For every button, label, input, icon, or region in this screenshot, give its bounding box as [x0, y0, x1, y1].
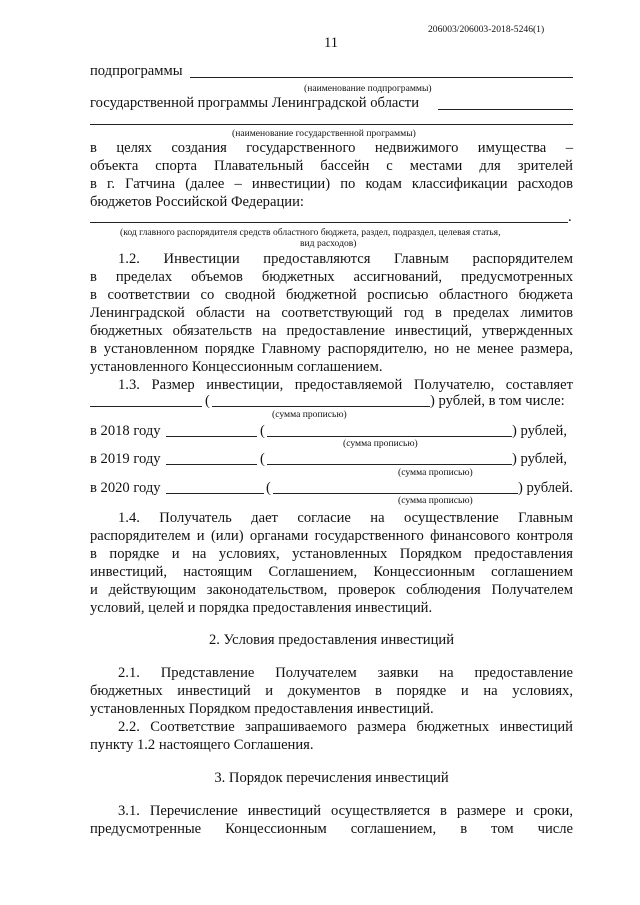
year-2019-words-line — [267, 464, 512, 465]
total-amount-words-line — [212, 406, 430, 407]
year-2019-figure-line — [166, 464, 257, 465]
year-2018-figure-line — [166, 436, 257, 437]
p1-3-intro: 1.3. Размер инвестиции, предоставляемой Получателю, составляет — [118, 377, 573, 393]
p1-4-line-4: инвестиций, настоящим Соглашением, Концессионным соглашением — [90, 564, 573, 580]
p2-1-line-3: установленных Порядком предоставления инвестиций. — [90, 701, 434, 717]
state-program-caption: (наименование государственной программы) — [232, 128, 416, 139]
p1-4-line-5: и действующим законодательством, проверок соблюдения Получателем — [90, 582, 573, 598]
year-2018-suffix: ) рублей, — [512, 423, 567, 439]
p1-4-line-6: условий, целей и порядка предоставления инвестиций. — [90, 600, 433, 616]
total-amount-open-paren: ( — [205, 393, 210, 409]
p2-2-line-2: пункту 1.2 настоящего Соглашения. — [90, 737, 314, 753]
year-2020-caption: (сумма прописью) — [398, 495, 473, 506]
p1-2-line-1: 1.2. Инвестиции предоставляются Главным распорядителем — [118, 251, 573, 267]
year-2019-open-paren: ( — [260, 451, 265, 467]
year-2020-label: в 2020 году — [90, 480, 161, 496]
p1-4-line-1: 1.4. Получатель дает согласие на осуществление Главным — [118, 510, 573, 526]
p3-1-line-2: предусмотренные Концессионным соглашением, в том числе — [90, 821, 573, 837]
year-2020-open-paren: ( — [266, 480, 271, 496]
p1-4-line-3: в порядке и на условиях, установленных Порядком предоставления — [90, 546, 573, 562]
year-2018-words-line — [267, 436, 512, 437]
year-2018-open-paren: ( — [260, 423, 265, 439]
state-program-field-line-2 — [90, 124, 573, 125]
p2-1-line-2: бюджетных инвестиций и документов в порядке и на условиях, — [90, 683, 573, 699]
year-2020-suffix: ) рублей. — [518, 480, 573, 496]
p2-1-line-1: 2.1. Представление Получателем заявки на предоставление — [118, 665, 573, 681]
p1-2-line-4: Ленинградской области на соответствующий год в пределах лимитов — [90, 305, 573, 321]
purpose-line-3: в г. Гатчина (далее – инвестиции) по кодам классификации расходов — [90, 176, 573, 192]
budget-code-caption-1: (код главного распорядителя средств областного бюджета, раздел, подраздел, целевая статья, — [120, 227, 501, 238]
total-amount-figure-line — [90, 406, 202, 407]
year-2018-caption: (сумма прописью) — [343, 438, 418, 449]
budget-code-field-line — [90, 222, 568, 223]
purpose-line-4: бюджетов Российской Федерации: — [90, 194, 304, 210]
subprogram-caption: (наименование подпрограммы) — [304, 83, 432, 94]
document-code: 206003/206003-2018-5246(1) — [428, 24, 545, 35]
year-2020-figure-line — [166, 493, 264, 494]
p2-2-line-1: 2.2. Соответствие запрашиваемого размера бюджетных инвестиций — [118, 719, 573, 735]
subprogram-label: подпрограммы — [90, 63, 183, 79]
p1-2-line-2: в пределах объемов бюджетных ассигнований, предусмотренных — [90, 269, 573, 285]
p1-2-line-5: бюджетных обязательств на предоставление инвестиций, утвержденных — [90, 323, 573, 339]
year-2019-caption: (сумма прописью) — [398, 467, 473, 478]
page-number: 11 — [324, 35, 339, 51]
total-amount-suffix: ) рублей, в том числе: — [430, 393, 565, 409]
budget-code-caption-2: вид расходов) — [300, 238, 357, 249]
purpose-line-2: объекта спорта Плавательный бассейн с местами для зрителей — [90, 158, 573, 174]
p3-1-line-1: 3.1. Перечисление инвестиций осуществляется в размере и сроки, — [118, 803, 573, 819]
budget-code-period: . — [568, 209, 572, 225]
year-2018-label: в 2018 году — [90, 423, 161, 439]
subprogram-field-line — [190, 77, 573, 78]
section-2-title: 2. Условия предоставления инвестиций — [208, 632, 455, 648]
p1-4-line-2: распорядителем и (или) органами государственного финансового контроля — [90, 528, 573, 544]
p1-2-line-3: в соответствии со сводной бюджетной росписью областного бюджета — [90, 287, 573, 303]
state-program-label: государственной программы Ленинградской области — [90, 95, 419, 111]
state-program-field-line — [438, 109, 573, 110]
year-2020-words-line — [273, 493, 518, 494]
purpose-line-1: в целях создания государственного недвижимого имущества – — [90, 140, 573, 156]
year-2019-label: в 2019 году — [90, 451, 161, 467]
section-3-title: 3. Порядок перечисления инвестиций — [214, 770, 449, 786]
p1-2-line-7: установленного Концессионным соглашением. — [90, 359, 383, 375]
p1-2-line-6: в установленном порядке Главному распорядителю, но не менее размера, — [90, 341, 573, 357]
year-2019-suffix: ) рублей, — [512, 451, 567, 467]
total-amount-caption: (сумма прописью) — [272, 409, 347, 420]
